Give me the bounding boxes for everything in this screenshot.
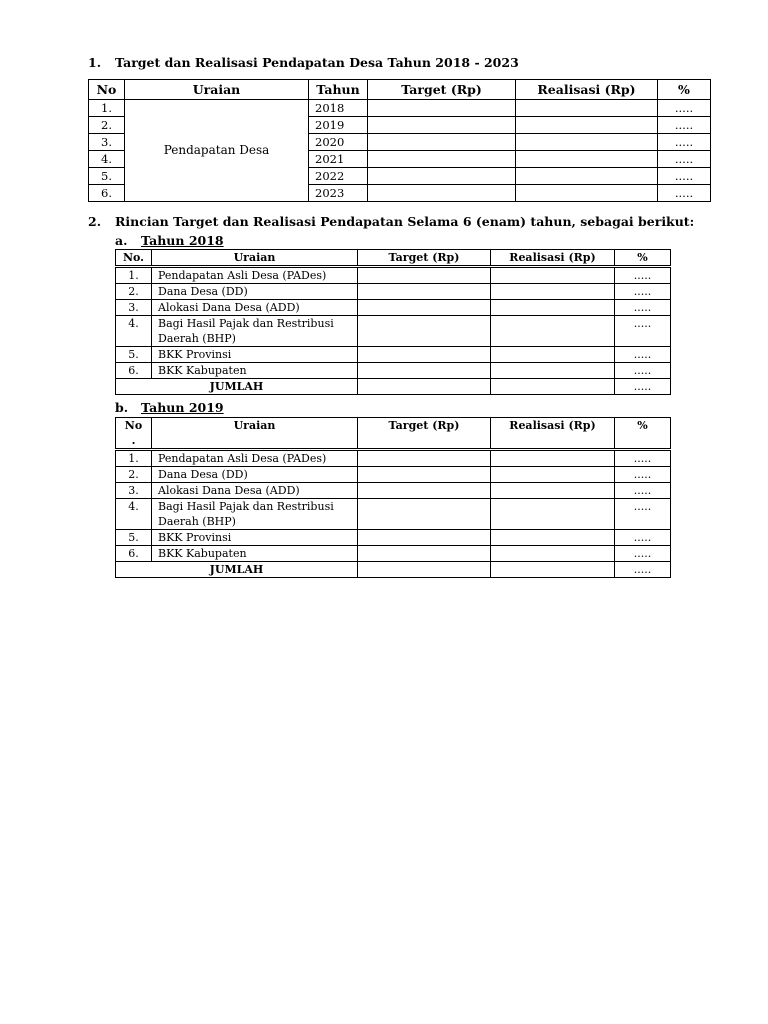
target-cell (358, 284, 491, 300)
col-header-uraian: Uraian (152, 250, 358, 267)
col-header-target: Target (Rp) (368, 80, 516, 100)
col-header-percent: % (615, 418, 671, 450)
row-uraian: Alokasi Dana Desa (ADD) (152, 483, 358, 499)
realisasi-cell (516, 168, 658, 185)
row-uraian: Pendapatan Asli Desa (PADes) (152, 267, 358, 284)
target-cell (358, 546, 491, 562)
section-1-heading (88, 55, 519, 70)
realisasi-cell (516, 100, 658, 117)
target-cell (358, 483, 491, 499)
row-no: 6. (89, 185, 125, 202)
col-header-percent: % (658, 80, 711, 100)
subsection-b-letter: b. (115, 400, 129, 415)
row-uraian: BKK Kabupaten (152, 363, 358, 379)
realisasi-cell (516, 151, 658, 168)
realisasi-cell (491, 300, 615, 316)
percent-cell: ..... (658, 100, 711, 117)
row-no: 6. (116, 546, 152, 562)
row-no: 1. (116, 450, 152, 467)
row-uraian: Pendapatan Asli Desa (PADes) (152, 450, 358, 467)
row-no: 1. (116, 267, 152, 284)
target-cell (358, 316, 491, 347)
jumlah-row (116, 379, 671, 395)
rincian-2018-table (115, 249, 671, 395)
section-2-title: Rincian Target dan Realisasi Pendapatan Selama 6 (enam) tahun, sebagai berikut: (115, 214, 695, 229)
percent-cell: ..... (658, 151, 711, 168)
target-cell (358, 363, 491, 379)
row-no: 4. (116, 499, 152, 530)
realisasi-cell (491, 530, 615, 546)
target-cell (368, 100, 516, 117)
row-uraian-line1: Bagi Hasil Pajak dan Restribusi (158, 317, 334, 330)
realisasi-cell (491, 347, 615, 363)
target-cell (368, 117, 516, 134)
realisasi-cell (516, 134, 658, 151)
subsection-a-title: Tahun 2018 (141, 233, 224, 248)
table-row (116, 284, 671, 300)
col-header-realisasi: Realisasi (Rp) (491, 418, 615, 450)
col-header-realisasi: Realisasi (Rp) (491, 250, 615, 267)
target-cell (358, 530, 491, 546)
row-no: 2. (116, 467, 152, 483)
row-uraian: BKK Provinsi (152, 347, 358, 363)
col-header-target: Target (Rp) (358, 418, 491, 450)
realisasi-cell (491, 467, 615, 483)
realisasi-cell (491, 267, 615, 284)
subsection-a-heading (115, 233, 224, 248)
table-row (116, 300, 671, 316)
table-row (89, 100, 711, 117)
table-row (116, 267, 671, 284)
realisasi-cell (491, 363, 615, 379)
col-header-no-line2: . (131, 434, 136, 447)
table-row (116, 450, 671, 467)
table-row (116, 347, 671, 363)
percent-cell: ..... (615, 379, 671, 395)
subsection-b-heading (115, 400, 224, 415)
table-row (116, 546, 671, 562)
target-cell (368, 134, 516, 151)
table-row (116, 483, 671, 499)
col-header-no-line1: No (124, 419, 143, 432)
percent-cell: ..... (658, 134, 711, 151)
row-uraian: Alokasi Dana Desa (ADD) (152, 300, 358, 316)
row-tahun: 2023 (309, 185, 368, 202)
row-uraian: Dana Desa (DD) (152, 467, 358, 483)
percent-cell: ..... (615, 267, 671, 284)
realisasi-cell (491, 562, 615, 578)
row-no: 2. (116, 284, 152, 300)
target-cell (358, 467, 491, 483)
table-row (116, 467, 671, 483)
row-uraian-multiline (152, 499, 358, 530)
table-row (116, 316, 671, 347)
target-cell (358, 267, 491, 284)
col-header-target: Target (Rp) (358, 250, 491, 267)
row-no: 5. (116, 530, 152, 546)
percent-cell: ..... (615, 499, 671, 530)
realisasi-cell (491, 379, 615, 395)
realisasi-cell (491, 546, 615, 562)
percent-cell: ..... (615, 562, 671, 578)
target-cell (368, 168, 516, 185)
row-no: 1. (89, 100, 125, 117)
realisasi-cell (516, 117, 658, 134)
row-no: 3. (116, 483, 152, 499)
percent-cell: ..... (658, 168, 711, 185)
percent-cell: ..... (615, 530, 671, 546)
section-1-number: 1. (88, 55, 102, 70)
percent-cell: ..... (615, 363, 671, 379)
percent-cell: ..... (615, 467, 671, 483)
realisasi-cell (516, 185, 658, 202)
row-uraian-line2: Daerah (BHP) (158, 332, 236, 345)
col-header-percent: % (615, 250, 671, 267)
row-no: 3. (116, 300, 152, 316)
row-no: 3. (89, 134, 125, 151)
percent-cell: ..... (615, 450, 671, 467)
jumlah-row (116, 562, 671, 578)
percent-cell: ..... (658, 185, 711, 202)
table-row (116, 530, 671, 546)
row-tahun: 2020 (309, 134, 368, 151)
section-2-number: 2. (88, 214, 102, 229)
table-row (116, 499, 671, 530)
realisasi-cell (491, 316, 615, 347)
realisasi-cell (491, 450, 615, 467)
percent-cell: ..... (615, 347, 671, 363)
row-uraian: BKK Provinsi (152, 530, 358, 546)
percent-cell: ..... (615, 316, 671, 347)
row-no: 5. (89, 168, 125, 185)
col-header-no (116, 418, 152, 450)
target-cell (358, 499, 491, 530)
row-no: 6. (116, 363, 152, 379)
realisasi-cell (491, 483, 615, 499)
percent-cell: ..... (615, 483, 671, 499)
target-cell (358, 562, 491, 578)
target-cell (358, 450, 491, 467)
row-uraian: BKK Kabupaten (152, 546, 358, 562)
col-header-no: No (89, 80, 125, 100)
uraian-cell: Pendapatan Desa (125, 100, 309, 202)
jumlah-label: JUMLAH (116, 562, 358, 578)
row-tahun: 2018 (309, 100, 368, 117)
percent-cell: ..... (615, 300, 671, 316)
row-tahun: 2021 (309, 151, 368, 168)
rincian-2019-table (115, 417, 671, 578)
row-no: 4. (116, 316, 152, 347)
percent-cell: ..... (615, 284, 671, 300)
section-1-title: Target dan Realisasi Pendapatan Desa Tahun 2018 - 2023 (115, 55, 519, 70)
target-cell (358, 300, 491, 316)
realisasi-cell (491, 284, 615, 300)
row-no: 4. (89, 151, 125, 168)
col-header-uraian: Uraian (152, 418, 358, 450)
target-cell (358, 379, 491, 395)
percent-cell: ..... (615, 546, 671, 562)
subsection-b-title: Tahun 2019 (141, 400, 224, 415)
col-header-realisasi: Realisasi (Rp) (516, 80, 658, 100)
row-uraian-line2: Daerah (BHP) (158, 515, 236, 528)
target-cell (368, 151, 516, 168)
table-row (116, 363, 671, 379)
row-tahun: 2022 (309, 168, 368, 185)
row-uraian-multiline (152, 316, 358, 347)
target-cell (358, 347, 491, 363)
row-no: 5. (116, 347, 152, 363)
percent-cell: ..... (658, 117, 711, 134)
row-tahun: 2019 (309, 117, 368, 134)
col-header-uraian: Uraian (125, 80, 309, 100)
row-uraian-line1: Bagi Hasil Pajak dan Restribusi (158, 500, 334, 513)
col-header-tahun: Tahun (309, 80, 368, 100)
col-header-no: No. (116, 250, 152, 267)
section-2-heading (88, 214, 694, 229)
target-realisasi-table (88, 79, 711, 202)
jumlah-label: JUMLAH (116, 379, 358, 395)
target-cell (368, 185, 516, 202)
realisasi-cell (491, 499, 615, 530)
row-no: 2. (89, 117, 125, 134)
subsection-a-letter: a. (115, 233, 128, 248)
row-uraian: Dana Desa (DD) (152, 284, 358, 300)
